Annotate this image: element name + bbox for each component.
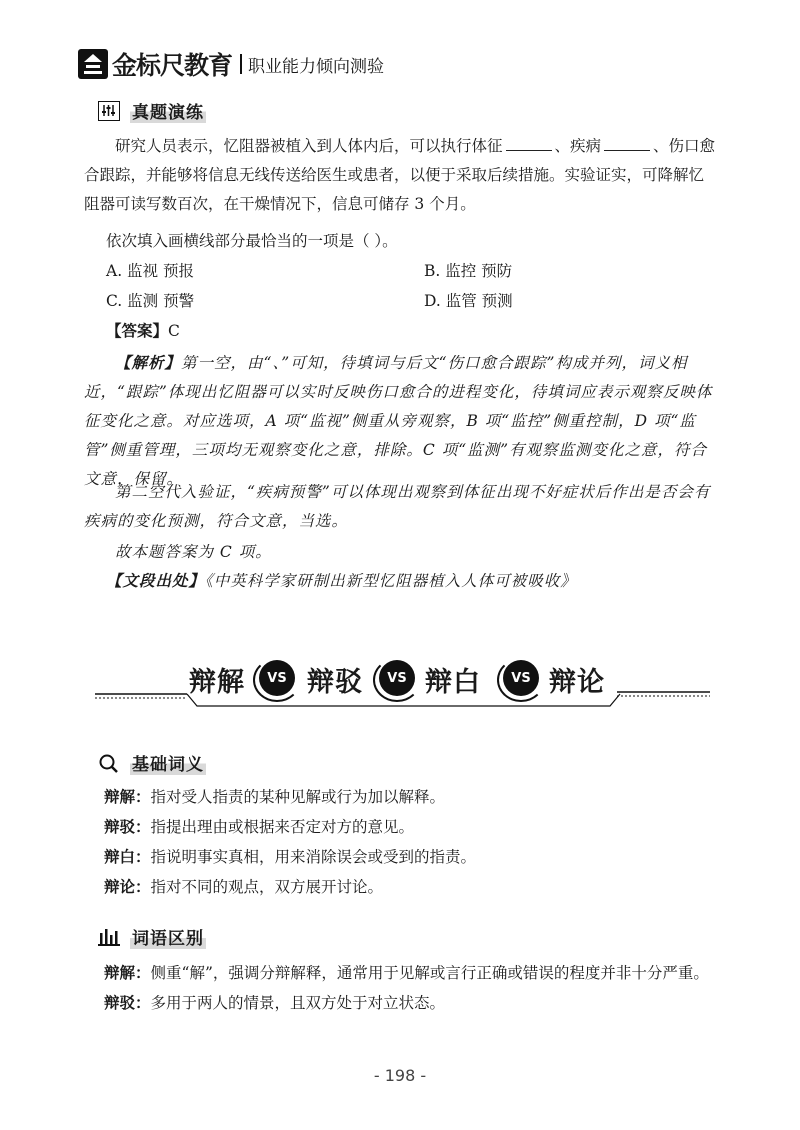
vs-word-1: 辩解 xyxy=(189,667,245,698)
answer-value: C xyxy=(168,322,180,340)
definition-item: 辩白：指说明事实真相，用来消除误会或受到的指责。 xyxy=(104,847,477,866)
definition-item: 辩驳：指提出理由或根据来否定对方的意见。 xyxy=(104,817,415,836)
header-subtitle: 职业能力倾向测验 xyxy=(248,56,385,77)
difference-item: 辩解：侧重“解”，强调分辩解释，通常用于见解或言行正确或错误的程度并非十分严重。 xyxy=(104,963,709,982)
vs-word-3: 辩白 xyxy=(425,667,481,698)
section-title-basic xyxy=(98,750,206,775)
answer-line: 【答案】C xyxy=(106,321,180,340)
option-a: A. 监视 预报 xyxy=(106,262,194,280)
option-c: C. 监测 预警 xyxy=(106,292,195,310)
page-header xyxy=(78,46,384,82)
definition-item: 辩论：指对不同的观点，双方展开讨论。 xyxy=(104,877,384,896)
section-title-text: 真题演练 xyxy=(130,98,206,123)
option-d: D. 监管 预测 xyxy=(424,292,513,310)
analysis-paragraph-2: 第二空代入验证，“疾病预警”可以体现出观察到体征出现不好症状后作出是否会有疾病的变化预测，符合文意，当选。 xyxy=(84,483,711,530)
difference-item: 辩驳：多用于两人的情景，且双方处于对立状态。 xyxy=(104,993,446,1012)
vs-badge-icon: VS xyxy=(259,660,295,696)
vs-word-2: 辩驳 xyxy=(307,667,363,698)
blank-1 xyxy=(506,136,552,151)
brand-logo-icon xyxy=(78,49,108,79)
section-title-diff xyxy=(98,924,206,949)
bar-chart-icon xyxy=(98,927,120,947)
analysis-conclusion: 故本题答案为 C 项。 xyxy=(115,543,272,561)
blank-2 xyxy=(604,136,650,151)
search-icon xyxy=(98,753,120,773)
section-title-text: 词语区别 xyxy=(130,924,206,949)
vs-badge-icon: VS xyxy=(503,660,539,696)
header-divider xyxy=(240,54,242,74)
option-b: B. 监控 预防 xyxy=(424,262,513,280)
question-prompt: 依次填入画横线部分最恰当的一项是（ ）。 xyxy=(106,232,398,250)
question-stem: 研究人员表示，忆阻器被植入到人体内后，可以执行体征 、疾病 、伤口愈合跟踪，并能够将信息无线传送给医生或患者，以便于采取后续措施。实验证实，可降解忆阻器可读写数百次，在干燥情况下，信息可储存 3 个月。 xyxy=(84,137,716,213)
section-title-exercise xyxy=(98,98,206,123)
vs-word-4: 辩论 xyxy=(549,667,605,698)
page-number: - 198 - xyxy=(373,1066,427,1085)
source-line: 【文段出处】《中英科学家研制出新型忆阻器植入人体可被吸收》 xyxy=(106,571,577,590)
brand-name: 金标尺教育 xyxy=(112,51,233,80)
vs-banner xyxy=(95,648,715,738)
analysis-paragraph-1: 【解析】第一空，由“、”可知，待填词与后文“伤口愈合跟踪”构成并列，词义相近，“跟踪”体现出忆阻器可以实时反映伤口愈合的进程变化，待填词应表示观察反映体征变化之意。对应选项，A 项“监视”侧重从旁观察，B 项“监控”侧重控制，D 项“监管”侧重管理，三项均无观察变化之意，排除。C 项“监测”有观察监测变化之意，符合文意，保留。 xyxy=(84,353,713,488)
sliders-icon xyxy=(98,101,120,121)
vs-badge-icon: VS xyxy=(379,660,415,696)
section-title-text: 基础词义 xyxy=(130,750,206,775)
definition-item: 辩解：指对受人指责的某种见解或行为加以解释。 xyxy=(104,787,446,806)
